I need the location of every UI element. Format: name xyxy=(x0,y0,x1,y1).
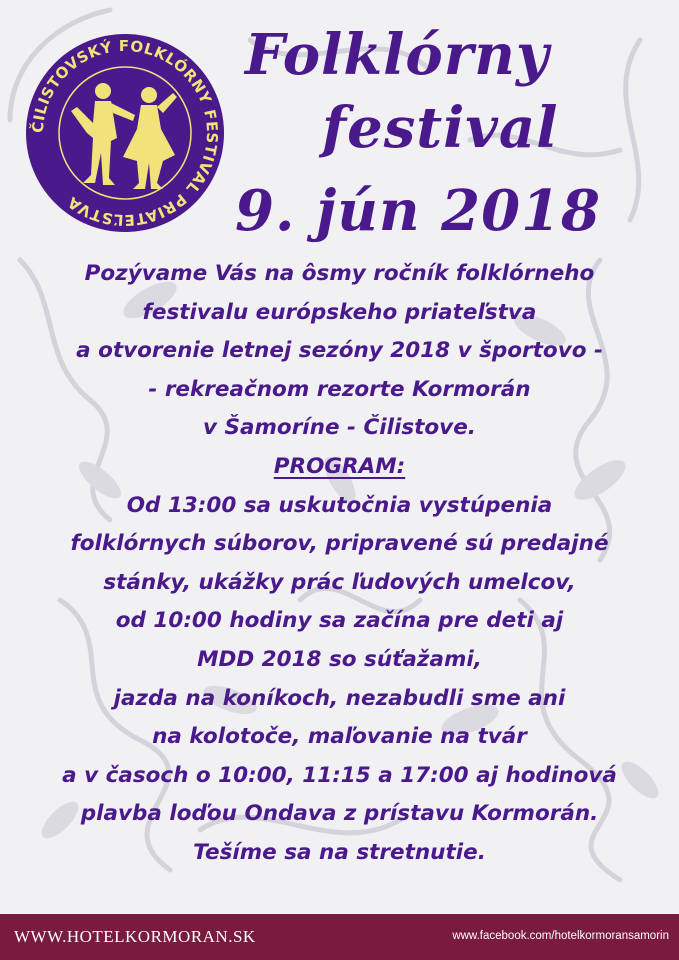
title-folklorny: Folklórny xyxy=(245,22,550,88)
program-line: jazda na koníkoch, nezabudli sme ani xyxy=(113,685,566,711)
facebook-link[interactable]: www.facebook.com/hotelkormoransamorin xyxy=(452,930,669,942)
invitation-line: v Šamoríne - Čilistove. xyxy=(203,415,476,441)
program-line: MDD 2018 so súťažami, xyxy=(197,646,482,672)
title-festival: festival xyxy=(322,95,559,161)
invitation-line: a otvorenie letnej sezóny 2018 v športovo - xyxy=(76,338,603,364)
website-link[interactable]: WWW.HOTELKORMORAN.SK xyxy=(14,927,256,946)
festival-date: 9. jún 2018 xyxy=(235,178,602,244)
program-closing: Tešíme sa na stretnutie. xyxy=(193,839,486,865)
festival-logo xyxy=(25,33,225,233)
program-line: plavba loďou Ondava z prístavu Kormorán. xyxy=(80,801,599,827)
invitation-line: - rekreačnom rezorte Kormorán xyxy=(148,376,531,402)
footer-bar xyxy=(0,914,679,960)
invitation-body xyxy=(0,255,679,873)
program-line: od 10:00 hodiny sa začína pre deti aj xyxy=(115,608,564,634)
invitation-line: festivalu európskeho priateľstva xyxy=(142,299,537,325)
program-line: na kolotoče, maľovanie na tvár xyxy=(152,724,527,750)
logo-ring-text: ČILISTOVSKÝ FOLKLÓRNY FESTIVAL PRIATEĽSTVA xyxy=(28,36,222,230)
program-heading: PROGRAM: xyxy=(273,453,406,479)
program-line: Od 13:00 sa uskutočnia vystúpenia xyxy=(126,492,553,518)
program-line: stánky, ukážky prác ľudových umelcov, xyxy=(103,569,576,595)
invitation-line: Pozývame Vás na ôsmy ročník folklórneho xyxy=(84,261,595,286)
program-line: a v časoch o 10:00, 11:15 a 17:00 aj hodinová xyxy=(62,762,617,788)
program-line: folklórnych súborov, pripravené sú predajné xyxy=(70,531,609,557)
